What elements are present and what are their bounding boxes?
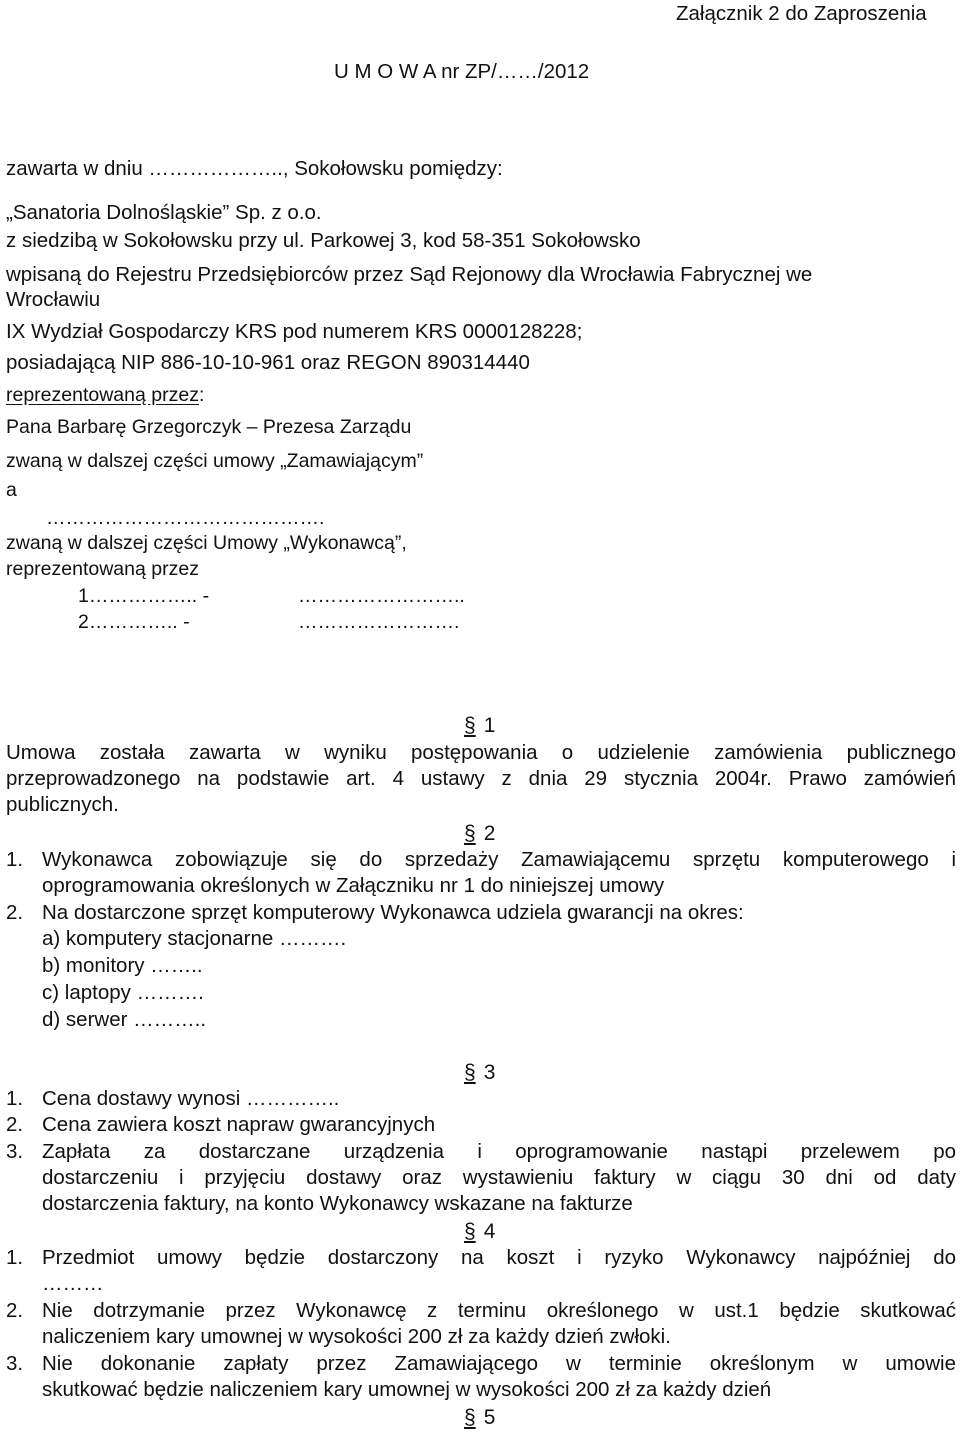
section-4-item-1-line-1: Przedmiot umowy będzie dostarczony na koszt i ryzyko Wykonawcy najpóźniej do	[42, 1246, 956, 1269]
section-2-heading: § 2	[464, 822, 495, 846]
section-1-line-1-wrap	[6, 741, 956, 765]
section-4-item-3-line-1: Nie dokonanie zapłaty przez Zamawiającego w terminie określonym w umowie	[42, 1352, 956, 1375]
section-4-item-2-line-1-wrap	[42, 1299, 956, 1323]
section-3-item-3-line-2: dostarczeniu i przyjęciu dostawy oraz wystawieniu faktury w ciągu 30 dni od daty	[42, 1166, 956, 1189]
section-4-item-3-line-2: skutkować będzie naliczeniem kary umownej w wysokości 200 zł za każdy dzień	[42, 1378, 772, 1401]
section-3-item-2-number: 2.	[6, 1113, 24, 1136]
section-1-line-1: Umowa została zawarta w wyniku postępowania o udzielenie zamówienia publicznego	[6, 741, 956, 764]
contractor-definition: zwaną w dalszej części Umowy „Wykonawcą”,	[6, 532, 407, 554]
registry-line-3: IX Wydział Gospodarczy KRS pod numerem KRS 0000128228;	[6, 320, 583, 343]
contract-title: U M O W A nr ZP/……/2012	[334, 60, 590, 83]
warranty-desktops: a) komputery stacjonarne ……….	[42, 927, 347, 950]
section-4-item-2-line-2: naliczeniem kary umownej w wysokości 200 zł za każdy dzień zwłoki.	[42, 1325, 671, 1348]
registry-line-2: Wrocławiu	[6, 288, 101, 311]
section-4-item-3-number: 3.	[6, 1352, 24, 1375]
section-5-heading: § 5	[464, 1406, 495, 1430]
represented-by-line	[6, 383, 204, 407]
section-3-item-3-line-3: dostarczenia faktury, na konto Wykonawcy wskazane na fakturze	[42, 1192, 633, 1215]
representative-2-blank: …………………….	[298, 611, 460, 633]
company-seat: z siedzibą w Sokołowsku przy ul. Parkowej 3, kod 58-351 Sokołowsko	[6, 229, 641, 252]
employer-definition: zwaną w dalszej części umowy „Zamawiającym”	[6, 450, 424, 472]
section-2-item-2-number: 2.	[6, 901, 24, 924]
section-1-line-3: publicznych.	[6, 793, 119, 816]
section-4-item-3-line-1-wrap	[42, 1352, 956, 1376]
section-3-item-1-number: 1.	[6, 1087, 24, 1110]
section-2-item-1-line-1-wrap	[42, 848, 956, 872]
representative-1-blank: ……………………..	[298, 585, 465, 607]
section-4-item-1-number: 1.	[6, 1246, 24, 1269]
section-3-item-3-number: 3.	[6, 1140, 24, 1163]
section-3-heading: § 3	[464, 1061, 495, 1085]
section-3-item-1: Cena dostawy wynosi …………..	[42, 1087, 340, 1110]
section-4-item-1-line-2: ………	[42, 1272, 104, 1295]
representative-2-number: 2………….. -	[78, 611, 190, 633]
represented-by-label: reprezentowaną przez	[6, 384, 199, 406]
annex-label: Załącznik 2 do Zaproszenia	[676, 2, 927, 25]
warranty-monitors: b) monitory ……..	[42, 954, 203, 977]
represented-by-2: reprezentowaną przez	[6, 558, 199, 580]
warranty-laptops: c) laptopy ……….	[42, 981, 204, 1004]
section-3-item-2: Cena zawiera koszt napraw gwarancyjnych	[42, 1113, 436, 1136]
section-3-item-3-line-1-wrap	[42, 1140, 956, 1164]
section-4-item-1-line-1-wrap	[42, 1246, 956, 1270]
section-2-item-1-line-2: oprogramowania określonych w Załączniku nr 1 do niniejszej umowy	[42, 874, 665, 897]
section-3-item-3-line-2-wrap	[42, 1166, 956, 1190]
registry-line-1: wpisaną do Rejestru Przedsiębiorców przez Sąd Rejonowy dla Wrocławia Fabrycznej we	[6, 263, 813, 286]
section-1-line-2: przeprowadzonego na podstawie art. 4 ustawy z dnia 29 stycznia 2004r. Prawo zamówień	[6, 767, 956, 790]
section-1-heading: § 1	[464, 714, 495, 738]
nip-regon-line: posiadającą NIP 886-10-10-961 oraz REGON 890314440	[6, 351, 530, 374]
company-name: „Sanatoria Dolnośląskie” Sp. z o.o.	[6, 201, 322, 224]
representative-1-number: 1…………….. -	[78, 585, 210, 607]
contractor-blank: …………………………………….	[46, 507, 325, 529]
section-4-heading: § 4	[464, 1220, 495, 1244]
section-2-item-1-number: 1.	[6, 848, 24, 871]
section-2-item-2-line-1: Na dostarczone sprzęt komputerowy Wykonawca udziela gwarancji na okres:	[42, 901, 744, 924]
section-2-item-1-line-1: Wykonawca zobowiązuje się do sprzedaży Zamawiającemu sprzętu komputerowego i	[42, 848, 956, 871]
section-1-line-2-wrap	[6, 767, 956, 791]
represented-by-colon: :	[198, 384, 205, 406]
section-3-item-3-line-1: Zapłata za dostarczane urządzenia i oprogramowanie nastąpi przelewem po	[42, 1140, 956, 1163]
conjunction-a: a	[6, 479, 17, 501]
section-4-item-2-number: 2.	[6, 1299, 24, 1322]
concluded-line: zawarta w dniu ……………….., Sokołowsku pomiędzy:	[6, 157, 503, 180]
warranty-server: d) serwer ………..	[42, 1008, 207, 1031]
representative-line: Pana Barbarę Grzegorczyk – Prezesa Zarządu	[6, 416, 412, 438]
section-4-item-2-line-1: Nie dotrzymanie przez Wykonawcę z terminu określonego w ust.1 będzie skutkować	[42, 1299, 956, 1322]
